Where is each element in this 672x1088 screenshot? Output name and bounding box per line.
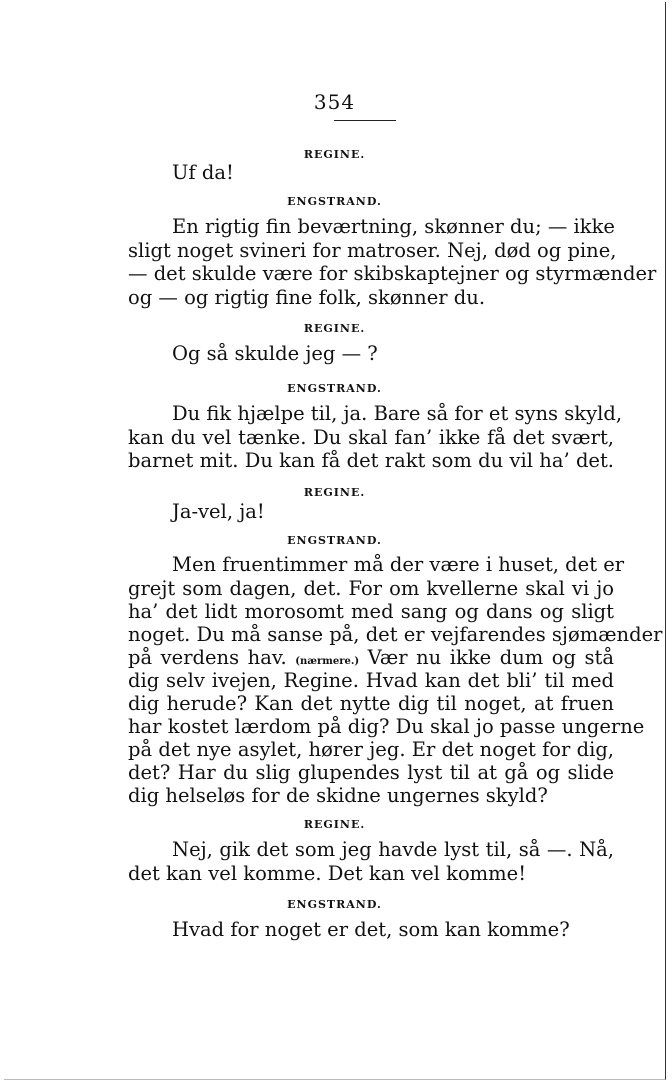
text-line: ha’ det lidt morosomt med sang og dans og sligt [128,600,614,623]
text-line: En rigtig fin beværtning, skønner du; — ikke [172,215,615,238]
speaker-regine: REGINE. [303,322,366,335]
book-page [4,2,666,1080]
text-line: Og så skulde jeg — ? [172,342,378,365]
text-line: og — og rigtig fine folk, skønner du. [128,286,486,309]
text-line: på det nye asylet, hører jeg. Er det noget for dig, [128,738,614,761]
speaker-engstrand: ENGSTRAND. [287,382,382,395]
text-line: Ja-vel, ja! [172,500,265,523]
speaker-regine: REGINE. [303,486,366,499]
text-line: dig selv ivejen, Regine. Hvad kan det bli’ til med [128,669,614,692]
text-line: barnet mit. Du kan få det rakt som du vil ha’ det. [128,449,614,472]
stage-direction: (nærmere.) [295,656,360,667]
text-line: sligt noget svineri for matroser. Nej, død og pine, [128,239,617,262]
text-line: — det skulde være for skibskaptejner og styrmænder [128,262,657,285]
speaker-engstrand: ENGSTRAND. [287,898,382,911]
speaker-engstrand: ENGSTRAND. [287,195,382,208]
text-line: noget. Du må sanse på, det er vejfarendes sjømænder [128,623,663,646]
page-number-rule [334,120,396,121]
text-fragment: på verdens hav. [128,646,287,669]
text-line: dig herude? Kan det nytte dig til noget, at fruen [128,692,614,715]
speaker-regine: REGINE. [303,148,366,161]
text-line: har kostet lærdom på dig? Du skal jo passe ungerne [128,715,645,738]
text-line: Hvad for noget er det, som kan komme? [172,918,570,941]
text-line: kan du vel tænke. Du skal fan’ ikke få det svært, [128,426,614,449]
text-line: Nej, gik det som jeg havde lyst til, så —. Nå, [172,838,614,861]
text-line: det? Har du slig glupendes lyst til at gå og slide [128,761,614,784]
text-line: dig helseløs for de skidne ungernes skyld? [128,784,548,807]
text-line: det kan vel komme. Det kan vel komme! [128,862,527,885]
speaker-engstrand: ENGSTRAND. [287,534,382,547]
page-number: 354 [313,90,356,114]
text-line: Men fruentimmer må der være i huset, det er [172,553,625,576]
text-fragment: Vær nu ikke dum og stå [367,646,615,669]
text-line: Du fik hjælpe til, ja. Bare så for et syns skyld, [172,402,623,425]
speaker-regine: REGINE. [303,818,366,831]
text-line: grejt som dagen, det. For om kvellerne skal vi jo [128,577,614,600]
text-line: Uf da! [172,161,234,184]
